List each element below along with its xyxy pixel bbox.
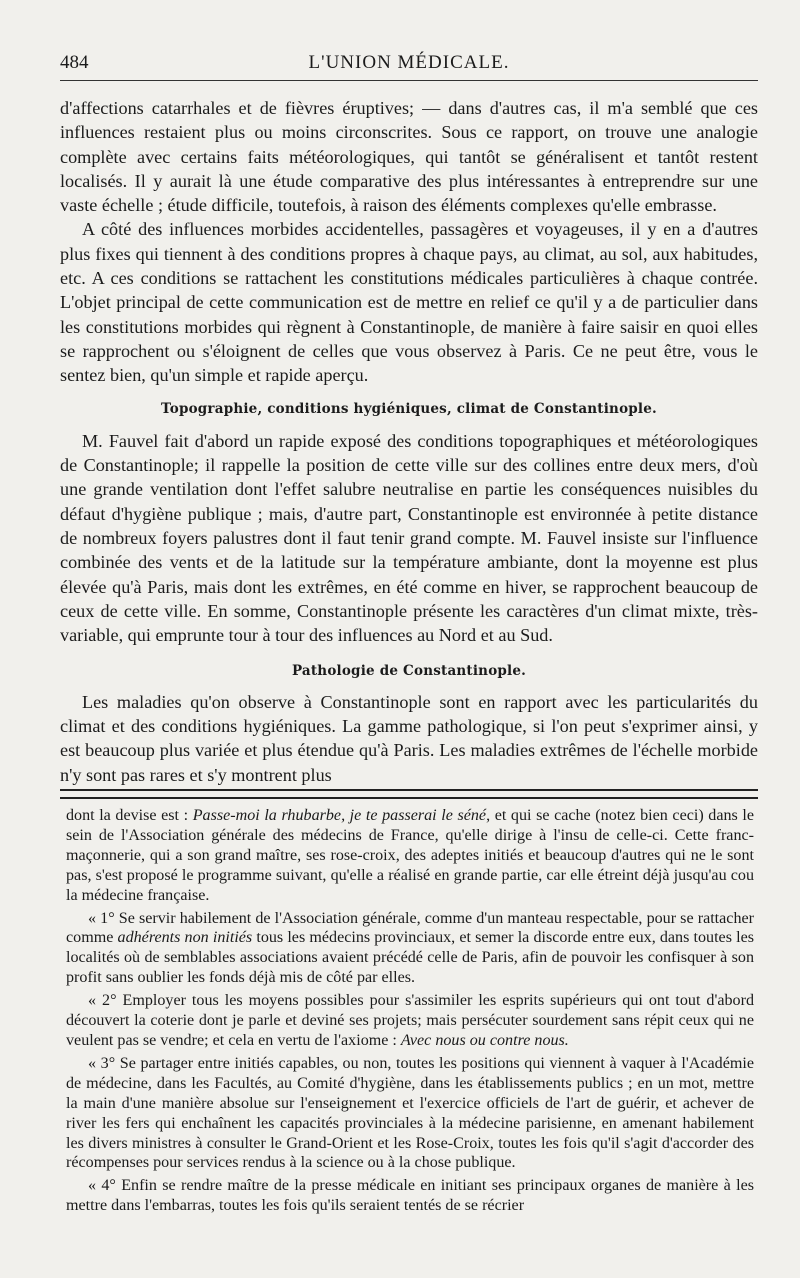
footnote-paragraph-1	[66, 806, 754, 906]
footnote-paragraph-2	[66, 909, 754, 989]
footnote-paragraph-3	[66, 991, 754, 1051]
footnote-text-run: tous les médecins provinciaux, et semer la discorde entre eux, dans toutes les localités où de semblables associations avaient précédé celle de Paris, afin de pouvoir les confisquer à son profit sans oublier les fonds déjà mis de côté par elles.	[66, 929, 754, 987]
footnote-separator	[60, 789, 758, 799]
paragraph-1: d'affections catarrhales et de fièvres éruptives; — dans d'autres cas, il m'a semblé que ces influences restaient plus ou moins circonscrites. Sous ce rapport, on trouve une analogie complète avec certains faits météorologiques, qui tantôt se généralisent et tantôt restent localisés. Il y aurait là une étude comparative des plus intéressantes à entreprendre sur une vaste échelle ; étude difficile, toutefois, à raison des éléments complexes qu'elle embrasse.	[60, 98, 758, 216]
footnote-italic-motto: Passe-moi la rhubarbe, je te passerai le séné	[192, 807, 487, 824]
footnote-paragraph-5: « 4° Enfin se rendre maître de la presse médicale en initiant ses principaux organes de manière à les mettre dans l'embarras, toutes les fois qu'ils seraient tentés de se récrier	[66, 1177, 754, 1215]
paragraph-4: Les maladies qu'on observe à Constantinople sont en rapport avec les particularités du climat et des conditions hygiéniques. La gamme pathologique, si l'on peut s'exprimer ainsi, y est beaucoup plus variée et plus étendue qu'à Paris. Les maladies extrêmes de l'échelle morbide n'y sont pas rares et s'y montrent plus	[60, 691, 758, 785]
running-title: L'UNION MÉDICALE.	[308, 52, 510, 73]
main-text	[60, 96, 758, 787]
footnote-text-run: , et qui se cache (notez bien ceci) dans le sein de l'Association générale des médecins de France, qu'elle dirige à l'insu de celle-ci. Cette franc-maçonnerie, qui a son grand maître, ses rose-croix, des adeptes initiés et beaucoup d'autres qui ne le sont pas, s'est proposé le programme suivant, qu'elle a réalisé en grande partie, car elle étreint déjà jusqu'au cou la médecine française.	[66, 807, 754, 904]
footnote-italic-phrase: adhérents non initiés	[117, 929, 253, 947]
page-header	[60, 50, 758, 81]
footnote-text	[66, 806, 754, 1216]
footnote-text-run: « 2° Employer tous les moyens possibles pour s'assimiler les esprits supérieurs qui ont tout d'abord découvert la coterie dont je parle et deviné ses projets; mais persécuter sourdement sans répit ceux qui ne veulent pas se vendre; et cela en vertu de l'axiome :	[66, 992, 754, 1049]
section-heading-pathology: Pathologie de Constantinople.	[291, 662, 527, 679]
paragraph-2: A côté des influences morbides accidentelles, passagères et voyageuses, il y en a d'autres plus fixes qui tiennent à des conditions propres à chaque pays, au climat, au sol, aux habitudes, etc. A ces conditions se rattachent les constitutions médicales particulières à chaque contrée. L'objet principal de cette communication est de mettre en relief ce qu'il y a de particulier dans les constitutions morbides qui règnent à Constantinople, de manière à faire saisir en quoi elles se rapprochent ou s'éloignent de celles que vous observez à Paris. Ce ne peut être, vous le sentez bien, qu'un simple et rapide aperçu.	[60, 219, 758, 386]
section-heading-topography: Topographie, conditions hygiéniques, climat de Constantinople.	[161, 400, 657, 417]
footnote-paragraph-4: « 3° Se partager entre initiés capables, ou non, toutes les positions qui viennent à vaquer à l'Académie de médecine, dans les Facultés, au Comité d'hygiène, dans les établissements publics ; en un mot, mettre la main d'une manière absolue sur l'enseignement et l'exercice officiels de l'art de guérir, et achever de river les fers qui enchaînent les capacités provinciales à la médecine parisienne, en amenant habilement les divers ministres à consulter le Grand-Orient et les Rose-Croix, toutes les fois qu'il s'agit d'accorder des récompenses pour services rendus à la science ou à la chose publique.	[66, 1054, 754, 1172]
footnote-italic-axiom: Avec nous ou contre nous.	[400, 1031, 569, 1049]
page-number: 484	[60, 52, 89, 73]
paragraph-3: M. Fauvel fait d'abord un rapide exposé des conditions topographiques et météorologiques de Constantinople; il rappelle la position de cette ville sur des collines entre deux mers, d'où une grande ventilation dont l'effet salubre neutralise en partie les conséquences nuisibles du défaut d'hygiène publique ; mais, d'autre part, Constantinople est environnée à petite distance de nombreux foyers palustres dont il faut tenir grand compte. M. Fauvel insiste sur l'influence combinée des vents et de la latitude sur la température ambiante, dont la moyenne est plus élevée qu'à Paris, mais dont les extrêmes, en été comme en hiver, se rapprochent beaucoup de ceux de cette ville. En somme, Constantinople présente les caractères d'un climat mixte, très-variable, qui emprunte tour à tour des influences au Nord et au Sud.	[60, 430, 758, 646]
footnote-text-run: « 1° Se servir habilement de l'Association générale, comme d'un manteau respectable, pour se rattacher comme	[66, 909, 754, 947]
footnote-text-run: dont la devise est :	[66, 807, 193, 824]
